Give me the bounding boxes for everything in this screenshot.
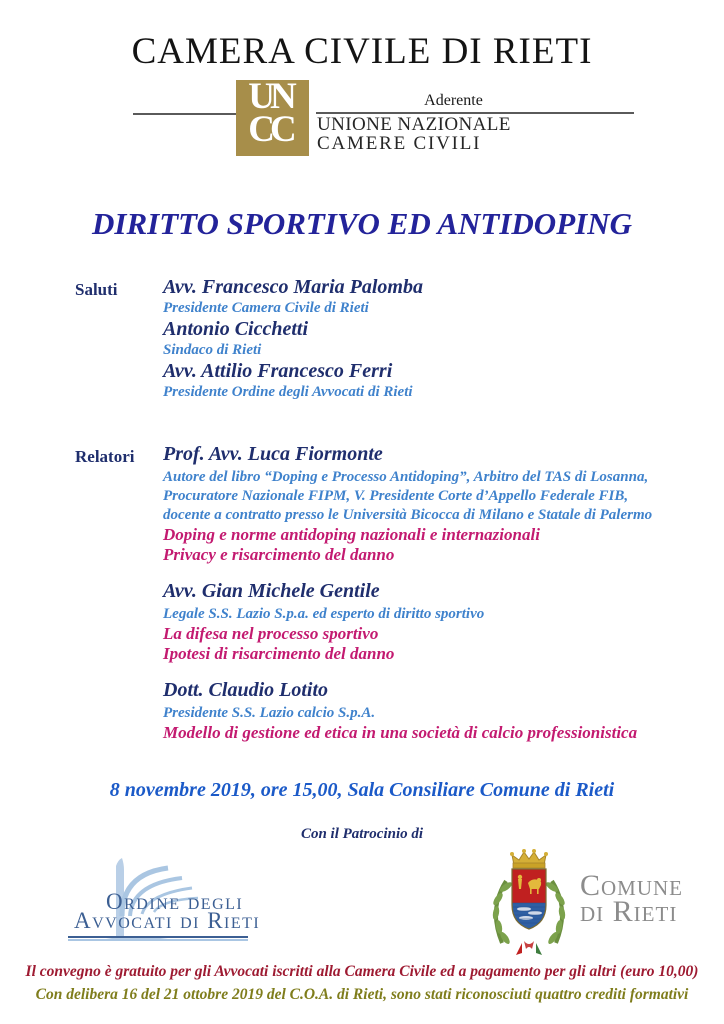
ordine-logo-line1: Ordine degli [106, 889, 244, 914]
uncc-monogram-bottom: CC [248, 109, 292, 150]
uncc-monogram-top: UN [248, 80, 292, 117]
ordine-avvocati-logo [58, 856, 303, 954]
speaker-topic: La difesa nel processo sportivo [163, 624, 379, 643]
speaker-name: Prof. Avv. Luca Fiormonte [163, 443, 383, 465]
event-title: DIRITTO SPORTIVO ED ANTIDOPING [92, 206, 632, 241]
speaker-bio-line: Autore del libro “Doping e Processo Antidoping”, Arbitro del TAS di Losanna, [163, 469, 649, 485]
comune-crest-icon [486, 847, 572, 959]
comune-logo-text [580, 869, 684, 928]
relatori-list [163, 443, 652, 758]
aderente-label: Aderente [424, 92, 483, 109]
speaker-bio-line: Procuratore Nazionale FIPM, V. Presidente Corte d’Appello Federale FIB, [163, 488, 629, 504]
speaker-topic: Modello di gestione ed etica in una società di calcio professionistica [163, 723, 638, 742]
speaker-name: Avv. Gian Michele Gentile [163, 580, 380, 602]
person-name: Avv. Francesco Maria Palomba [163, 276, 423, 298]
speaker-block [163, 679, 652, 743]
speaker-topic: Privacy e risarcimento del danno [163, 545, 395, 564]
speaker-topic: Ipotesi di risarcimento del danno [163, 644, 395, 663]
ordine-logo-underline [68, 936, 248, 938]
footer-fee-note: Il convegno è gratuito per gli Avvocati iscritti alla Camera Civile ed a pagamento per gli altri (euro 10,00) [25, 963, 699, 980]
speaker-topic: Doping e norme antidoping nazionali e internazionali [163, 525, 540, 544]
speaker-name: Dott. Claudio Lotito [163, 679, 329, 701]
person-role: Presidente Camera Civile di Rieti [163, 300, 369, 316]
patrocinio-label: Con il Patrocinio di [300, 826, 424, 842]
speaker-block [163, 443, 652, 565]
page-title: CAMERA CIVILE DI RIETI [131, 31, 593, 72]
person-name: Antonio Cicchetti [163, 318, 309, 340]
ordine-logo-underline-shadow [68, 939, 248, 941]
saluti-person [163, 318, 423, 360]
saluti-section-label: Saluti [75, 280, 118, 299]
ordine-logo-line2: Avvocati di Rieti [74, 908, 261, 933]
uncc-name-line1: UNIONE NAZIONALE [317, 114, 511, 135]
uncc-logo [236, 80, 309, 156]
header-divider-left [133, 113, 236, 115]
saluti-person [163, 360, 423, 402]
speaker-bio-line: Presidente S.S. Lazio calcio S.p.A. [163, 705, 376, 721]
speaker-bio-line: docente a contratto presso le Università Bicocca di Milano e Statale di Palermo [163, 507, 653, 523]
person-name: Avv. Attilio Francesco Ferri [163, 360, 393, 382]
speaker-bio-line: Legale S.S. Lazio S.p.a. ed esperto di diritto sportivo [163, 606, 485, 622]
saluti-person [163, 276, 423, 318]
comune-logo-line1: Comune [580, 869, 684, 902]
person-role: Presidente Ordine degli Avvocati di Rieti [163, 384, 413, 400]
saluti-list [163, 276, 423, 402]
venue-datetime: 8 novembre 2019, ore 15,00, Sala Consiliare Comune di Rieti [109, 779, 615, 801]
comune-logo-line2: di Rieti [580, 895, 678, 928]
footer-credits-note: Con delibera 16 del 21 ottobre 2019 del C.O.A. di Rieti, sono stati riconosciuti quattro crediti formativi [35, 986, 689, 1003]
person-role: Sindaco di Rieti [163, 342, 262, 358]
speaker-block [163, 580, 652, 664]
relatori-section-label: Relatori [75, 447, 135, 466]
comune-rieti-logo [486, 847, 696, 959]
uncc-name-line2: CAMERE CIVILI [317, 133, 482, 154]
